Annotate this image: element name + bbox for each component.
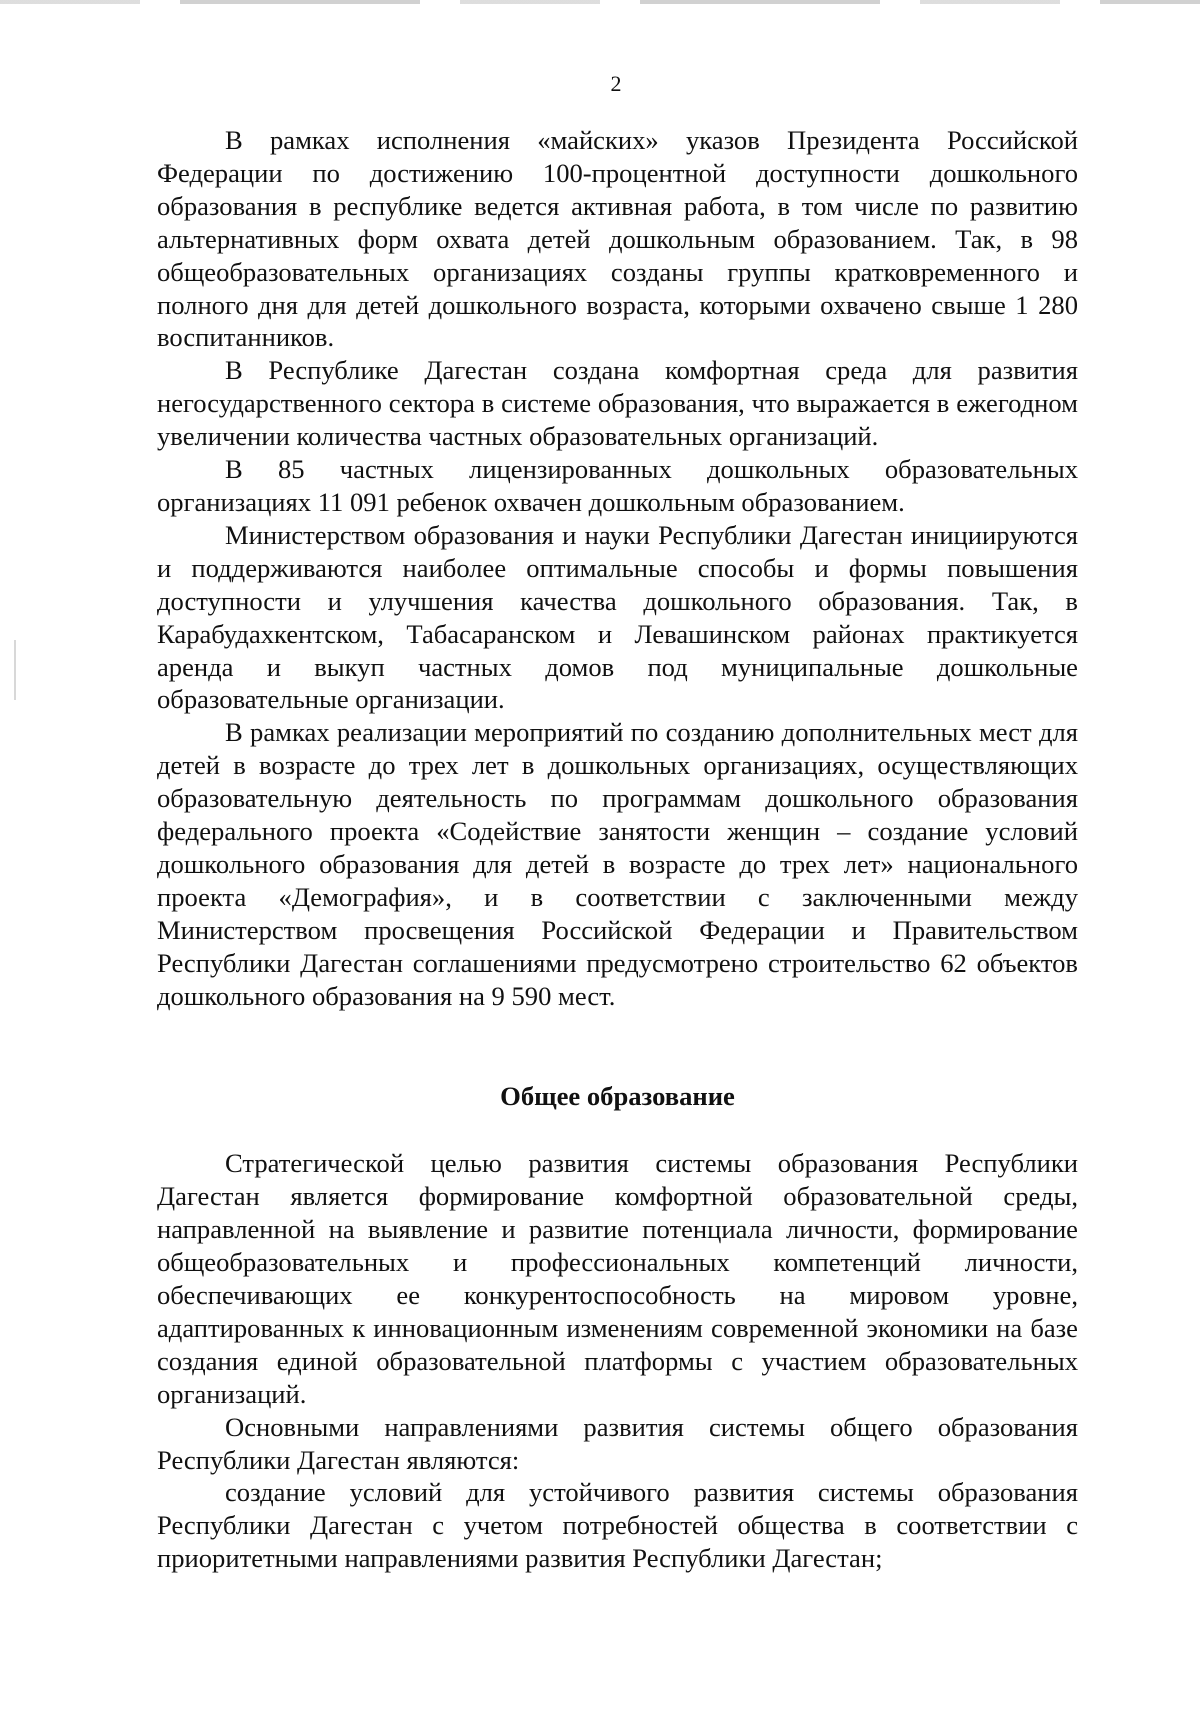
paragraph: Стратегической целью развития системы образования Республики Дагестан является формирование комфортной образовательной среды, направленной на выявление и развитие потенциала личности, формирование общеобразовательных и профессиональных компетенций личности, обеспечивающих ее конкурентоспособность на мировом уровне, адаптированных к инновационным изменениям современной экономики на базе создания единой образовательной платформы с участием образовательных организаций. bbox=[157, 1148, 1078, 1409]
scan-margin-mark bbox=[14, 640, 16, 700]
paragraph: В Республике Дагестан создана комфортная среда для развития негосударственного сектора в системе образования, что выражается в ежегодном увеличении количества частных образовательных организаций. bbox=[157, 355, 1078, 452]
scan-top-edge bbox=[0, 0, 1200, 4]
paragraph: В рамках реализации мероприятий по созданию дополнительных мест для детей в возрасте до трех лет в дошкольных организациях, осуществляющих образовательную деятельность по программам дошкольного образования федерального проекта «Содействие занятости женщин – создание условий дошкольного образования для детей в возрасте до трех лет» национального проекта «Демография», и в соответствии с заключенными между Министерством просвещения Российской Федерации и Правительством Республики Дагестан соглашениями предусмотрено строительство 62 объектов дошкольного образования на 9 590 мест. bbox=[157, 717, 1078, 1011]
paragraph: В рамках исполнения «майских» указов Президента Российской Федерации по достижению 100-процентной доступности дошкольного образования в республике ведется активная работа, в том числе по развитию альтернативных форм охвата детей дошкольным образованием. Так, в 98 общеобразовательных организациях созданы группы кратковременного и полного дня для детей дошкольного возраста, которыми охвачено свыше 1 280 воспитанников. bbox=[157, 125, 1078, 353]
paragraph: Основными направлениями развития системы общего образования Республики Дагестан являются: bbox=[157, 1411, 1078, 1475]
paragraph: создание условий для устойчивого развития системы образования Республики Дагестан с учетом потребностей общества в соответствии с приоритетными направлениями развития Республики Дагестан; bbox=[157, 1477, 1078, 1574]
document-body bbox=[157, 124, 1078, 1575]
section-heading: Общее образование bbox=[500, 1081, 735, 1112]
page-number: 2 bbox=[610, 71, 622, 96]
paragraph: В 85 частных лицензированных дошкольных образовательных организациях 11 091 ребенок охвачен дошкольным образованием. bbox=[157, 454, 1078, 517]
paragraph: Министерством образования и науки Республики Дагестан инициируются и поддерживаются наиболее оптимальные способы и формы повышения доступности и улучшения качества дошкольного образования. Так, в Карабудахкентском, Табасаранском и Левашинском районах практикуется аренда и выкуп частных домов под муниципальные дошкольные образовательные организации. bbox=[157, 519, 1078, 715]
